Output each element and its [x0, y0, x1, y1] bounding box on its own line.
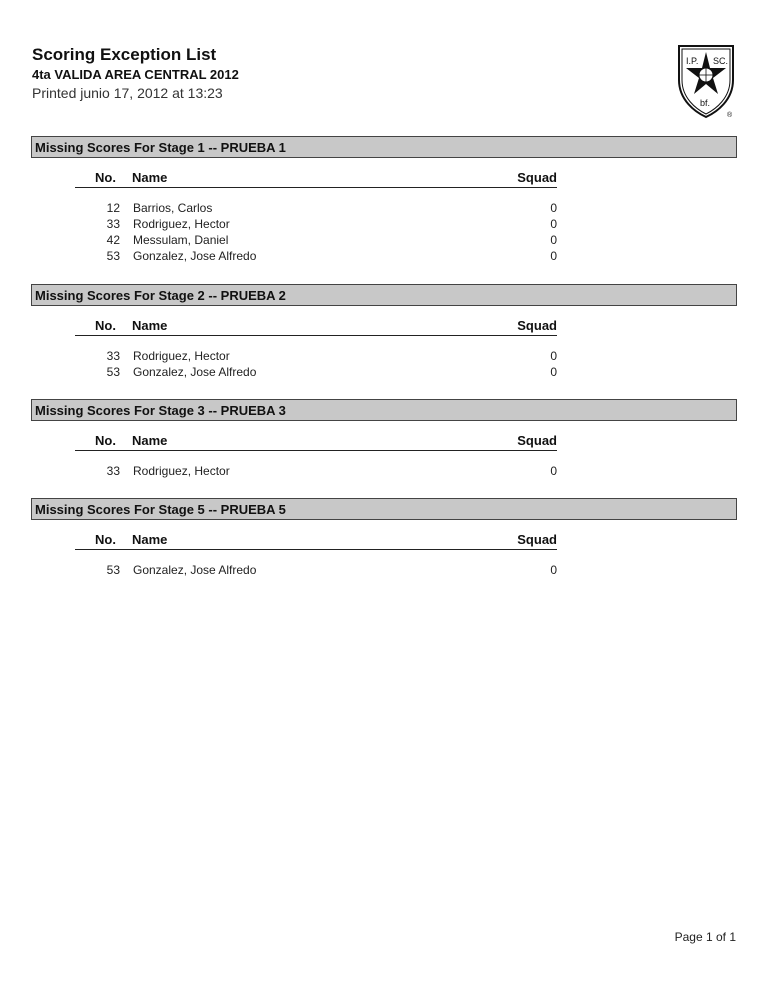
col-squad-header: Squad	[517, 318, 557, 333]
competitor-name: Gonzalez, Jose Alfredo	[133, 563, 257, 577]
competitor-name: Gonzalez, Jose Alfredo	[133, 249, 257, 263]
table-row	[31, 563, 737, 579]
logo-registered-mark: ®	[727, 112, 733, 119]
section-stage-3	[31, 399, 737, 480]
competitor-name: Rodriguez, Hector	[133, 217, 230, 231]
col-name-header: Name	[132, 318, 168, 333]
competitor-squad: 0	[550, 249, 557, 263]
competitor-number: 42	[106, 233, 120, 247]
table-row	[31, 365, 737, 381]
page-number: Page 1 of 1	[674, 930, 736, 944]
col-squad-header: Squad	[517, 170, 557, 185]
competitor-name: Rodriguez, Hector	[133, 349, 230, 363]
competitor-number: 12	[106, 201, 120, 215]
col-squad-header: Squad	[517, 532, 557, 547]
competitor-number: 53	[106, 249, 120, 263]
col-name-header: Name	[132, 532, 168, 547]
table-row	[31, 233, 737, 249]
section-header: Missing Scores For Stage 3 -- PRUEBA 3	[31, 399, 737, 421]
section-stage-1	[31, 136, 737, 265]
column-headers	[31, 158, 737, 188]
col-no-header: No.	[95, 532, 116, 547]
table-rows	[31, 451, 737, 480]
ipsc-logo	[673, 42, 739, 120]
section-stage-2	[31, 284, 737, 381]
section-header: Missing Scores For Stage 5 -- PRUEBA 5	[31, 498, 737, 520]
competitor-number: 33	[106, 349, 120, 363]
table-row	[31, 249, 737, 265]
table-row	[31, 349, 737, 365]
competitor-number: 53	[106, 365, 120, 379]
competitor-squad: 0	[550, 233, 557, 247]
competitor-number: 33	[106, 464, 120, 478]
competitor-name: Barrios, Carlos	[133, 201, 213, 215]
section-header: Missing Scores For Stage 2 -- PRUEBA 2	[31, 284, 737, 306]
table-rows	[31, 188, 737, 265]
logo-text-right: SC.	[713, 56, 729, 66]
competitor-number: 53	[106, 563, 120, 577]
col-name-header: Name	[132, 170, 168, 185]
competitor-number: 33	[106, 217, 120, 231]
col-squad-header: Squad	[517, 433, 557, 448]
competitor-squad: 0	[550, 201, 557, 215]
competitor-squad: 0	[550, 563, 557, 577]
col-name-header: Name	[132, 433, 168, 448]
competitor-name: Messulam, Daniel	[133, 233, 229, 247]
report-title: Scoring Exception List	[32, 45, 217, 64]
competitor-squad: 0	[550, 217, 557, 231]
table-rows	[31, 550, 737, 579]
competitor-squad: 0	[550, 365, 557, 379]
printed-date: Printed junio 17, 2012 at 13:23	[32, 85, 223, 101]
section-stage-5	[31, 498, 737, 579]
logo-text-bottom: bf.	[700, 98, 711, 108]
event-name: 4ta VALIDA AREA CENTRAL 2012	[32, 67, 239, 82]
column-headers	[31, 306, 737, 336]
table-row	[31, 201, 737, 217]
logo-text-left: I.P.	[686, 56, 699, 66]
table-row	[31, 217, 737, 233]
column-headers	[31, 421, 737, 451]
col-no-header: No.	[95, 318, 116, 333]
competitor-squad: 0	[550, 464, 557, 478]
table-rows	[31, 336, 737, 381]
column-headers	[31, 520, 737, 550]
competitor-name: Rodriguez, Hector	[133, 464, 230, 478]
col-no-header: No.	[95, 170, 116, 185]
section-header: Missing Scores For Stage 1 -- PRUEBA 1	[31, 136, 737, 158]
col-no-header: No.	[95, 433, 116, 448]
competitor-squad: 0	[550, 349, 557, 363]
competitor-name: Gonzalez, Jose Alfredo	[133, 365, 257, 379]
table-row	[31, 464, 737, 480]
